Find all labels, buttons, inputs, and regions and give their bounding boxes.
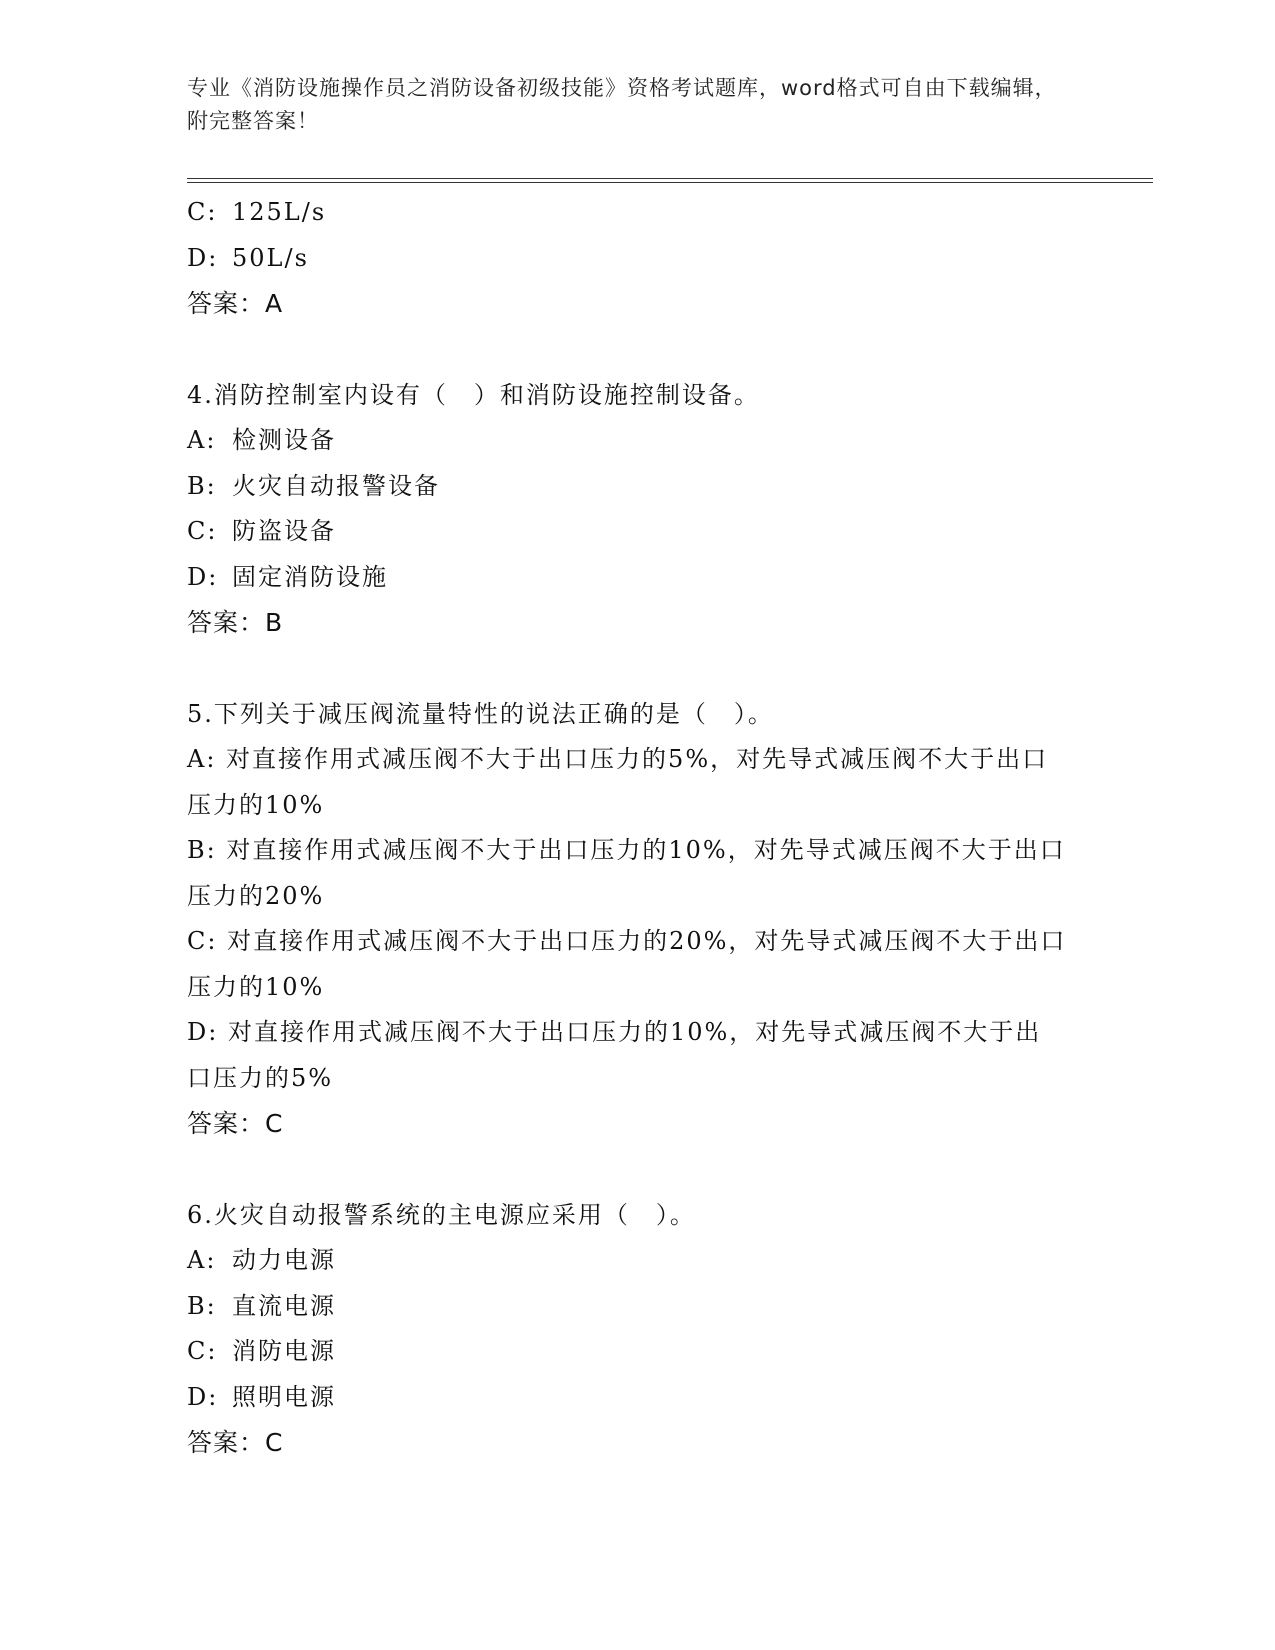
option-a <box>187 1238 1087 1284</box>
document-header: 专业《消防设施操作员之消防设备初级技能》资格考试题库，word格式可自由下载编辑，附完整答案！ <box>187 76 1057 133</box>
option-b <box>187 1284 1087 1330</box>
option-text: 消防电源 <box>232 1337 336 1365</box>
question-6-block <box>187 1193 1087 1466</box>
option-label: D: <box>187 562 219 591</box>
answer-line: 答案：B <box>187 608 284 637</box>
answer-line: 答案：A <box>187 289 284 318</box>
option-d <box>187 1375 1087 1421</box>
option-label: C: <box>187 1337 218 1365</box>
question-stem: 4.消防控制室内设有（ ）和消防设施控制设备。 <box>187 380 760 409</box>
option-c <box>187 190 1087 236</box>
option-text: 固定消防设施 <box>232 562 388 591</box>
option-d <box>187 555 1087 601</box>
option-a: A: 对直接作用式减压阀不大于出口压力的5%，对先导式减压阀不大于出口压力的10% <box>187 745 1049 819</box>
question-stem: 5.下列关于减压阀流量特性的说法正确的是（ ）。 <box>187 699 774 728</box>
option-text: 125L/s <box>232 198 327 226</box>
answer-line: 答案：C <box>187 1428 284 1457</box>
option-text: 直流电源 <box>232 1291 336 1320</box>
spacer <box>187 327 1087 373</box>
option-text: 照明电源 <box>232 1382 336 1411</box>
spacer <box>187 1147 1087 1193</box>
option-label: D: <box>187 1382 219 1411</box>
answer-line: 答案：C <box>187 1109 284 1138</box>
question-4-block <box>187 373 1087 646</box>
option-text: 防盗设备 <box>232 517 336 545</box>
option-d <box>187 236 1087 282</box>
option-c: C: 对直接作用式减压阀不大于出口压力的20%，对先导式减压阀不大于出口压力的10% <box>187 927 1067 1001</box>
option-text: 50L/s <box>232 243 309 272</box>
option-label: D: <box>187 243 219 272</box>
option-label: B: <box>187 1291 217 1320</box>
option-label: B: <box>187 471 217 500</box>
option-d: D: 对直接作用式减压阀不大于出口压力的10%，对先导式减压阀不大于出口压力的5% <box>187 1018 1042 1092</box>
question-5-block <box>187 692 1087 1147</box>
spacer <box>187 646 1087 692</box>
option-label: A: <box>187 1246 217 1274</box>
question-3-block <box>187 190 1087 327</box>
option-text: 检测设备 <box>232 426 336 454</box>
option-b <box>187 464 1087 510</box>
option-text: 动力电源 <box>232 1246 336 1274</box>
option-text: 火灾自动报警设备 <box>232 471 440 500</box>
option-b: B: 对直接作用式减压阀不大于出口压力的10%，对先导式减压阀不大于出口压力的20% <box>187 836 1066 910</box>
option-label: C: <box>187 198 218 226</box>
option-c <box>187 509 1087 555</box>
option-label: C: <box>187 517 218 545</box>
option-label: A: <box>187 426 217 454</box>
option-a <box>187 418 1087 464</box>
option-c <box>187 1329 1087 1375</box>
header-divider <box>187 178 1153 183</box>
question-content <box>187 190 1087 1466</box>
question-stem: 6.火灾自动报警系统的主电源应采用（ ）。 <box>187 1200 696 1229</box>
